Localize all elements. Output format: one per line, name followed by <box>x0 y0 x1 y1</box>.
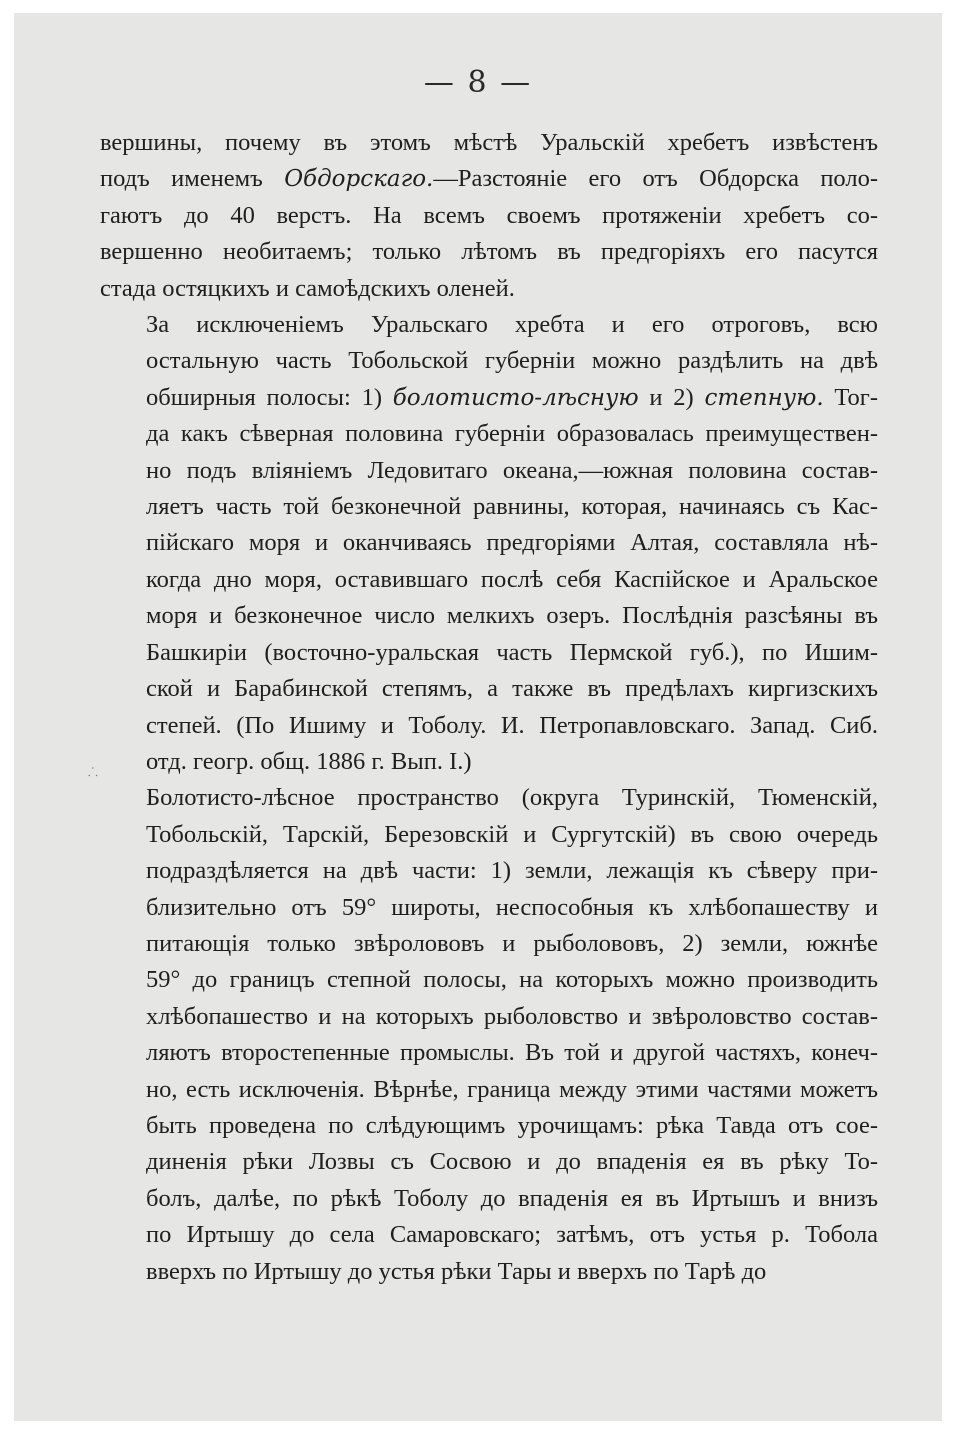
text-segment: подъ именемъ <box>100 165 285 193</box>
text-line <box>100 890 878 926</box>
text-segment: но, есть исключенія. Вѣрнѣе, граница между этими частями можетъ <box>146 1075 878 1103</box>
italic-text: болотисто-лѣсную <box>392 384 639 411</box>
margin-mark: ⸫ <box>88 765 98 779</box>
text-line <box>100 853 878 889</box>
text-segment: вершенно необитаемъ; только лѣтомъ въ предгоріяхъ его пасутся <box>100 238 878 266</box>
text-line <box>100 562 878 598</box>
text-line <box>100 671 878 707</box>
text-segment: когда дно моря, оставившаго послѣ себя Каспійское и Аральское <box>146 565 878 593</box>
text-line <box>100 598 878 634</box>
text-segment: обширныя полосы: 1) <box>146 383 393 411</box>
text-segment: хлѣбопашество и на которыхъ рыболовство и звѣроловство состав- <box>146 1002 878 1030</box>
text-line <box>100 343 878 379</box>
text-segment: вверхъ по Иртышу до устья рѣки Тары и вверхъ по Тарѣ до <box>146 1257 767 1285</box>
text-line <box>100 744 878 780</box>
text-line <box>100 926 878 962</box>
text-segment: остальную часть Тобольской губерніи можно раздѣлить на двѣ <box>146 347 878 375</box>
text-line <box>100 999 878 1035</box>
text-line <box>100 1072 878 1108</box>
text-line <box>100 962 878 998</box>
text-segment: быть проведена по слѣдующимъ урочищамъ: рѣка Тавда отъ сое- <box>146 1111 878 1139</box>
text-segment: ляютъ второстепенные промыслы. Въ той и другой частяхъ, конеч- <box>146 1039 878 1067</box>
body-text <box>100 125 878 1290</box>
text-segment: ской и Барабинской степямъ, а также въ предѣлахъ киргизскихъ <box>146 675 878 703</box>
text-line <box>100 453 878 489</box>
text-line <box>100 234 878 270</box>
text-segment: по Иртышу до села Самаровскаго; затѣмъ, отъ устья р. Тобола <box>146 1221 878 1249</box>
text-segment: близительно отъ 59° широты, неспособныя къ хлѣбопашеству и <box>146 893 878 921</box>
text-segment: Тобольскій, Тарскій, Березовскій и Сургутскій) въ свою очередь <box>146 820 878 848</box>
text-line <box>100 125 878 161</box>
text-line <box>100 416 878 452</box>
text-line <box>100 161 878 197</box>
text-segment: вершины, почему въ этомъ мѣстѣ Уральскій хребетъ извѣстенъ <box>100 129 878 156</box>
text-segment: 59° до границъ степной полосы, на которыхъ можно производить <box>146 966 878 994</box>
paragraph <box>100 780 878 1290</box>
text-segment: и 2) <box>638 383 705 411</box>
text-segment: да какъ сѣверная половина губерніи образовалась преимуществен- <box>146 420 878 448</box>
text-line <box>100 198 878 234</box>
page-number: — 8 — <box>423 65 533 100</box>
text-line <box>100 1144 878 1180</box>
paragraph <box>100 125 878 307</box>
text-segment: моря и безконечное число мелкихъ озеръ. Послѣднія разсѣяны въ <box>146 602 878 630</box>
text-line <box>100 380 878 416</box>
italic-text: степную. <box>704 384 824 411</box>
text-line <box>100 708 878 744</box>
text-segment: пійскаго моря и оканчиваясь предгоріями Алтая, составляла нѣ- <box>146 529 878 557</box>
text-line <box>100 271 878 307</box>
paragraph <box>100 307 878 780</box>
text-line <box>100 525 878 561</box>
text-line <box>100 1035 878 1071</box>
text-segment: питающія только звѣролововъ и рыболововъ, 2) земли, южнѣе <box>146 929 878 957</box>
text-segment: диненія рѣки Лозвы съ Сосвою и до впаденія ея въ рѣку То- <box>146 1148 878 1176</box>
text-line <box>100 1254 878 1290</box>
book-page <box>14 13 942 1421</box>
text-segment: отд. геогр. общ. 1886 г. Вып. I.) <box>146 747 472 775</box>
italic-text: Обдорскаго. <box>284 166 434 193</box>
text-segment: ляетъ часть той безконечной равнины, которая, начинаясь съ Кас- <box>146 493 878 521</box>
text-segment: гаютъ до 40 верстъ. На всемъ своемъ протяженіи хребетъ со- <box>100 201 878 229</box>
text-line <box>100 780 878 816</box>
text-line <box>100 1181 878 1217</box>
text-line <box>100 635 878 671</box>
text-segment: За исключеніемъ Уральскаго хребта и его отроговъ, всю <box>146 311 878 339</box>
text-segment: —Разстояніе его отъ Обдорска поло- <box>433 165 878 193</box>
text-line <box>100 817 878 853</box>
text-line <box>100 1108 878 1144</box>
text-segment: степей. (По Ишиму и Тоболу. И. Петропавловскаго. Запад. Сиб. <box>146 711 878 739</box>
text-segment: подраздѣляется на двѣ части: 1) земли, лежащія къ сѣверу при- <box>146 857 878 885</box>
text-segment: Тог- <box>823 383 878 411</box>
text-segment: стада остяцкихъ и самоѣдскихъ оленей. <box>100 274 515 302</box>
text-line <box>100 307 878 343</box>
text-segment: болъ, далѣе, по рѣкѣ Тоболу до впаденія ея въ Иртышъ и внизъ <box>146 1184 878 1212</box>
text-segment: Башкиріи (восточно-уральская часть Пермской губ.), по Ишим- <box>146 638 878 666</box>
text-segment: но подъ вліяніемъ Ледовитаго океана,—южная половина состав- <box>146 456 878 484</box>
text-line <box>100 1217 878 1253</box>
text-line <box>100 489 878 525</box>
text-segment: Болотисто-лѣсное пространство (округа Туринскій, Тюменскій, <box>146 784 878 812</box>
